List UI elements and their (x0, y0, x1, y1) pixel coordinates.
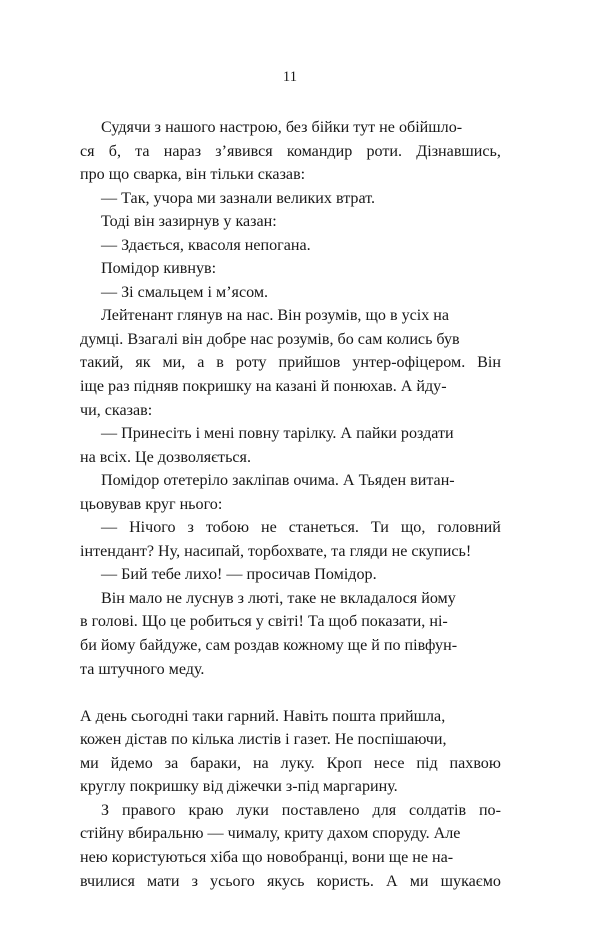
paragraph (80, 587, 501, 681)
paragraph (80, 257, 501, 281)
text-word: пахвою (449, 754, 501, 772)
text-word: не (260, 519, 277, 537)
text-word: луки (236, 801, 269, 819)
text-word: з (187, 519, 194, 537)
text-line: А день сьогодні таки гарний. Навіть пошта прийшла, (80, 707, 446, 725)
text-line (80, 752, 501, 776)
text-word: роту (235, 354, 267, 372)
text-word: нараз (163, 142, 202, 160)
text-line: чи, сказав: (80, 401, 153, 419)
text-line: іще раз підняв покришку на казані й понюхав. А йду- (80, 378, 447, 396)
text-line: — Принесіть і мені повну тарілку. А пайки роздати (101, 425, 454, 443)
text-line (80, 140, 501, 164)
text-word: головний (437, 519, 501, 537)
text-word: а (197, 354, 205, 372)
text-line: інтендант? Ну, насипай, торбохвате, та гляди не скупись! (80, 542, 472, 560)
text-word: в (216, 354, 224, 372)
text-line: Лейтенант глянув на нас. Він розумів, що в усіх на (101, 307, 450, 325)
text-word: як (135, 354, 151, 372)
text-line: круглу покришку від діжечки з-під маргарину. (80, 778, 398, 796)
text-word: роти. (366, 142, 403, 160)
paragraph (80, 234, 501, 258)
text-line: — Зі смальцем і м’ясом. (101, 283, 269, 301)
text-word: шукаємо (440, 872, 501, 890)
text-word: бараки, (190, 754, 242, 772)
text-word: Ти (370, 519, 389, 537)
text-word: під (416, 754, 438, 772)
text-line: Тоді він зазирнув у казан: (101, 213, 277, 231)
text-line: про що сварка, він тільки сказав: (80, 166, 306, 184)
text-word: несе (373, 754, 405, 772)
text-line: в голові. Що це робиться у світі! Та щоб показати, ні- (80, 613, 448, 631)
text-line: та штучного меду. (80, 660, 205, 678)
text-word: Нічого (129, 519, 176, 537)
text-line: Помідор кивнув: (101, 260, 217, 278)
paragraph (80, 469, 501, 516)
text-line: — Бий тебе лихо! — просичав Помідор. (101, 566, 377, 584)
text-word: командир (286, 142, 353, 160)
text-word: усього (210, 872, 255, 890)
page-number: 11 (282, 69, 298, 85)
paragraph-block (80, 705, 501, 893)
text-line: Судячи з нашого настрою, без бійки тут не обійшло- (101, 119, 463, 136)
text-word: Він (477, 354, 501, 372)
text-word: вчилися (80, 872, 135, 890)
paragraph (80, 705, 501, 799)
text-word: — (101, 519, 118, 537)
text-line: цьовував круг нього: (80, 495, 223, 513)
text-word: ми (80, 754, 99, 772)
text-word: на (252, 754, 269, 772)
text-line: нею користуються хіба що новобранці, вони ще не на- (80, 848, 454, 866)
paragraph (80, 187, 501, 211)
paragraph (80, 304, 501, 422)
text-word: мати (147, 872, 180, 890)
text-word: А (385, 872, 398, 890)
text-line (80, 351, 501, 375)
text-word: ся (80, 142, 95, 160)
text-word: правого (121, 801, 176, 819)
text-word: за (164, 754, 179, 772)
text-word: йдемо (110, 754, 153, 772)
text-word: з (191, 872, 198, 890)
text-word: Кроп (326, 754, 363, 772)
text-line (101, 516, 501, 540)
text-word: Дізнавшись, (416, 142, 501, 160)
text-line: Він мало не луснув з люті, таке не вкладалося йому (101, 589, 456, 607)
text-line: на всіх. Це дозволяється. (80, 448, 251, 466)
text-line: — Так, учора ми зазнали великих втрат. (101, 189, 376, 207)
text-word: ми, (162, 354, 186, 372)
text-word: солдатів (409, 801, 467, 819)
text-line: би йому байдуже, сам роздав кожному ще й по півфун- (80, 637, 458, 655)
paragraph (80, 563, 501, 587)
text-word: поставлено (281, 801, 360, 819)
text-word: що, (400, 519, 426, 537)
text-line (101, 799, 501, 823)
paragraph-block-gap (80, 681, 501, 705)
text-word: б, (108, 142, 121, 160)
text-word: унтер-офіцером. (352, 354, 466, 372)
text-word: тобою (205, 519, 249, 537)
text-word: краю (188, 801, 224, 819)
paragraph (80, 281, 501, 305)
text-line: Помідор отетеріло закліпав очима. А Тьяден витан- (101, 472, 455, 490)
text-word: такий, (80, 354, 124, 372)
text-word: З (101, 801, 110, 819)
text-line (80, 870, 501, 894)
text-word: з’явився (215, 142, 273, 160)
text-line: кожен дістав по кілька листів і газет. Не поспішаючи, (80, 731, 447, 749)
paragraph (80, 422, 501, 469)
page-text-body (80, 116, 501, 893)
text-line: — Здається, квасоля непогана. (101, 236, 311, 254)
paragraph-block (80, 116, 501, 681)
paragraph (80, 516, 501, 563)
text-word: та (135, 142, 150, 160)
text-word: ми (409, 872, 429, 890)
text-word: луку. (280, 754, 315, 772)
paragraph (80, 799, 501, 893)
text-word: для (372, 801, 397, 819)
text-word: якусь (266, 872, 305, 890)
text-line: стійну вбиральню — чималу, криту дахом споруду. Але (80, 825, 461, 843)
text-word: користь. (316, 872, 374, 890)
paragraph (80, 116, 501, 187)
text-line: думці. Взагалі він добре нас розумів, бо сам колись був (80, 330, 460, 348)
text-word: прийшов (278, 354, 341, 372)
text-word: станеться. (288, 519, 359, 537)
paragraph (80, 210, 501, 234)
text-word: по- (478, 801, 501, 819)
